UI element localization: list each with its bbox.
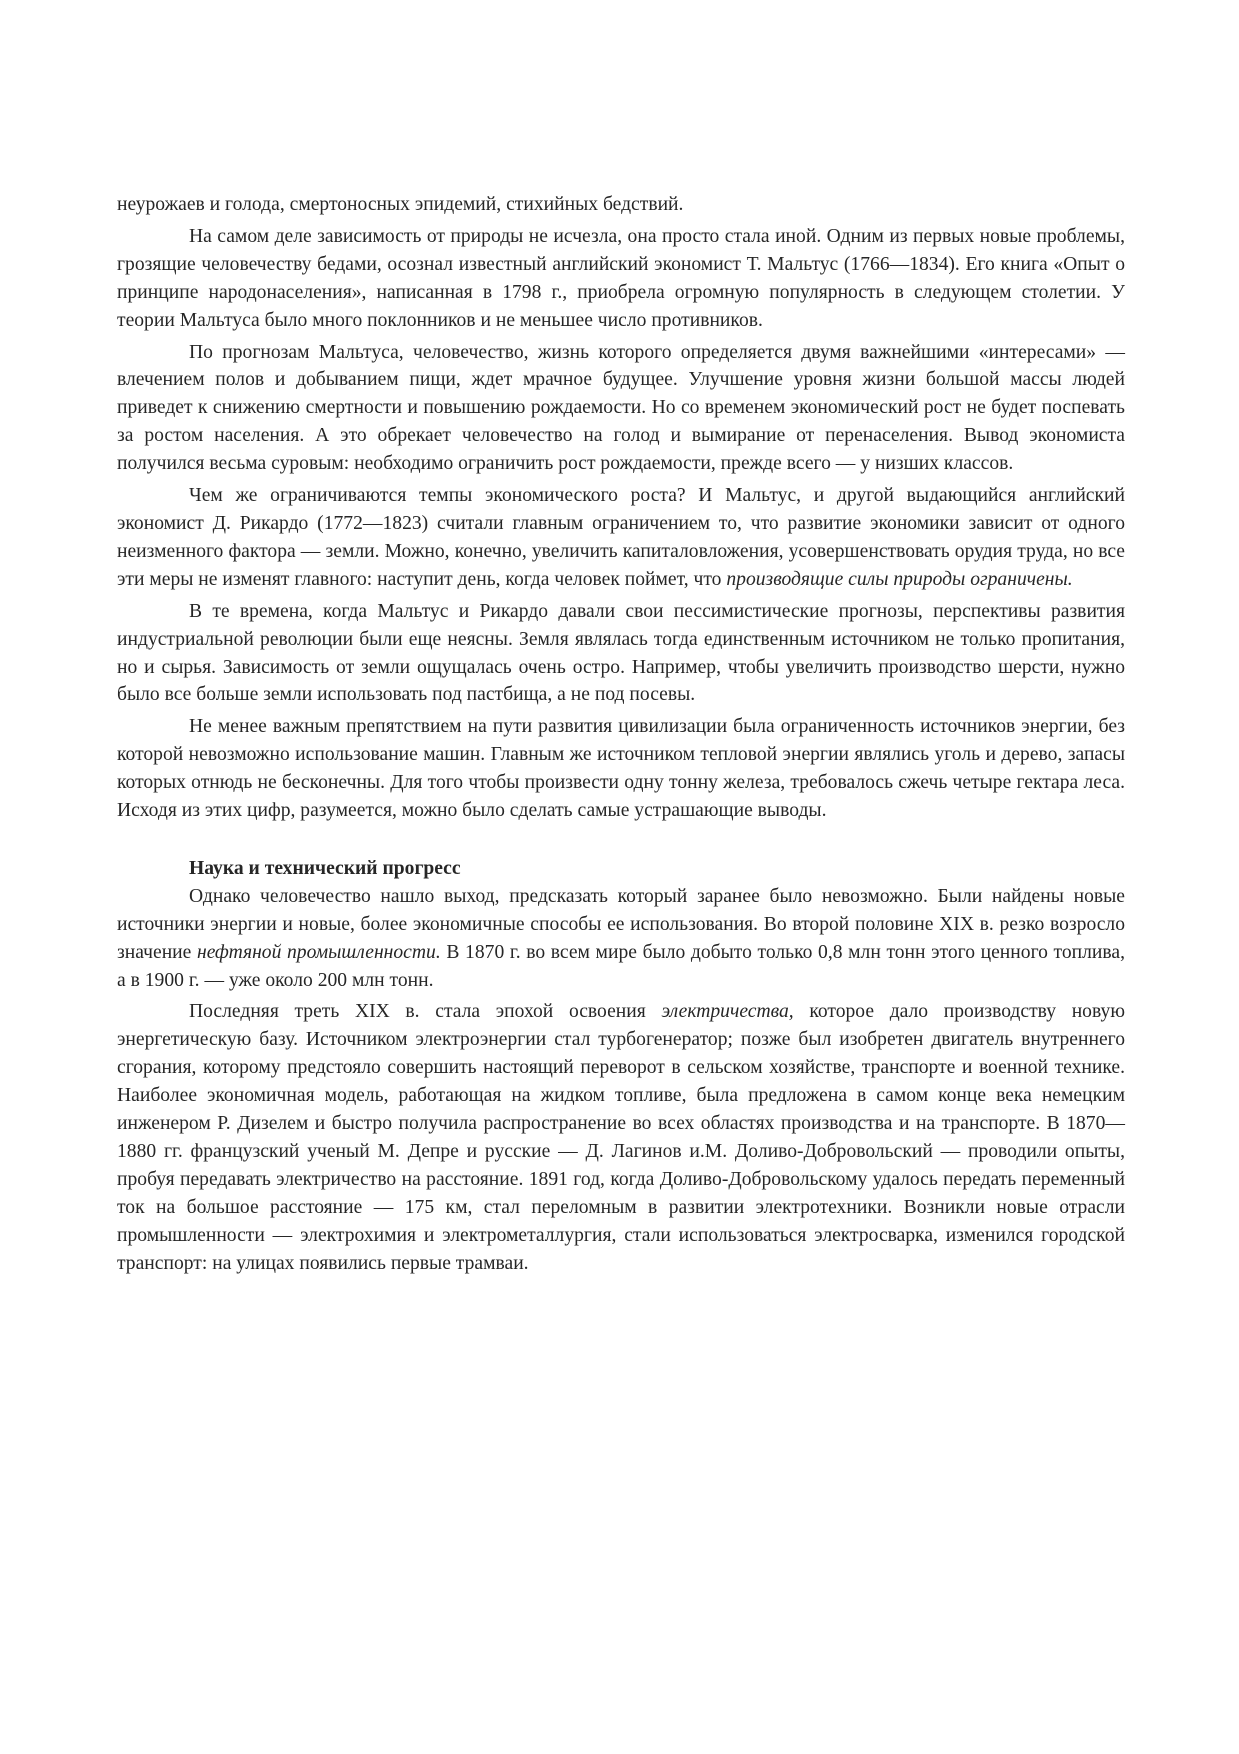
paragraph-oil-industry-text-b: В 1870 г. во всем мире было добыто только 0,8 млн тонн этого ценного топлива, а в 1900 г. — уже около 200 млн тонн.	[117, 941, 1125, 991]
paragraph-industrial-revolution: В те времена, когда Мальтус и Рикардо давали свои пессимистические прогнозы, перспективы развития индустриальной революции были еще неясны. Земля являлась тогда единственным источником не только пропитания, но и сырья. Зависимость от земли ощущалась очень остро. Например, чтобы увеличить производство шерсти, нужно было все больше земли использовать под пастбища, а не под посевы.	[117, 600, 1125, 706]
paragraph-malthus-intro: На самом деле зависимость от природы не исчезла, она просто стала иной. Одним из первых новые проблемы, грозящие человечеству бедами, осознал известный английский экономист Т. Мальтус (1766—1834). Его книга «Опыт о принципе народонаселения», написанная в 1798 г., приобрела огромную популярность в следующем столетии. У теории Мальтуса было много поклонников и не меньшее число противников.	[117, 225, 1125, 331]
section-heading: Наука и технический прогресс	[189, 857, 461, 879]
emphasis-productive-forces: производящие силы природы ограничены.	[726, 568, 1073, 590]
paragraph-electricity-text-b: которое дало производству новую энергетическую базу. Источником электроэнергии стал турбогенератор; позже был изобретен двигатель внутреннего сгорания, которому предстояло совершить настоящий переворот в сельском хозяйстве, транспорте и военной технике. Наиболее экономичная модель, работающая на жидком топливе, была предложена в самом конце века немецким инженером Р. Дизелем и быстро получила распространение во всех областях производства и на транспорте. В 1870— 1880 гг. французский ученый М. Депре и русские — Д. Лагинов и.М. Доливо-Добровольский — проводили опыты, пробуя передавать электричество на расстояние. 1891 год, когда Доливо-Добровольскому удалось передать переменный ток на большое расстояние — 175 км, стал переломным в развитии электротехники. Возникли новые отрасли промышленности — электрохимия и электрометаллургия, стали использоваться электросварка, изменился городской транспорт: на улицах появились первые трамваи.	[117, 1001, 1125, 1274]
paragraph-growth-limits	[117, 482, 1125, 594]
paragraph-electricity-text-a: Последняя треть XIX в. стала эпохой освоения	[189, 1001, 662, 1023]
document-body	[117, 191, 1125, 1282]
paragraph-electricity	[117, 998, 1125, 1277]
paragraph-growth-limits-text: Чем же ограничиваются темпы экономического роста? И Мальтус, и другой выдающийся английский экономист Д. Рикардо (1772—1823) считали главным ограничением то, что развитие экономики зависит от одного неизменного фактора — земли. Можно, конечно, увеличить капиталовложения, усовершенствовать орудия труда, но все эти меры не изменят главного: наступит день, когда человек поймет, что	[117, 485, 1125, 590]
emphasis-electricity: электричества,	[661, 1001, 794, 1023]
paragraph-energy-sources: Не менее важным препятствием на пути развития цивилизации была ограниченность источников энергии, без которой невозможно использование машин. Главным же источником тепловой энергии являлись уголь и дерево, запасы которых отнюдь не бесконечны. Для того чтобы произвести одну тонну железа, требовалось сжечь четыре гектара леса. Исходя из этих цифр, разумеется, можно было сделать самые устрашающие выводы.	[117, 716, 1125, 822]
paragraph-malthus-forecast: По прогнозам Мальтуса, человечество, жизнь которого определяется двумя важнейшими «интересами» — влечением полов и добыванием пищи, ждет мрачное будущее. Улучшение уровня жизни большой массы людей приведет к снижению смертности и повышению рождаемости. Но со временем экономический рост не будет поспевать за ростом населения. А это обрекает человечество на голод и вымирание от перенаселения. Вывод экономиста получился весьма суровым: необходимо ограничить рост рождаемости, прежде всего — у низших классов.	[117, 341, 1125, 475]
emphasis-oil-industry: нефтяной промышленности.	[196, 941, 441, 963]
paragraph-oil-industry-text-a: Однако человечество нашло выход, предсказать который заранее было невозможно. Были найдены новые источники энергии и новые, более экономичные способы ее использования. Во второй половине XIX в. резко возросло значение	[117, 885, 1125, 963]
paragraph-oil-industry	[117, 883, 1125, 995]
paragraph-continuation: неурожаев и голода, смертоносных эпидемий, стихийных бедствий.	[117, 194, 684, 215]
